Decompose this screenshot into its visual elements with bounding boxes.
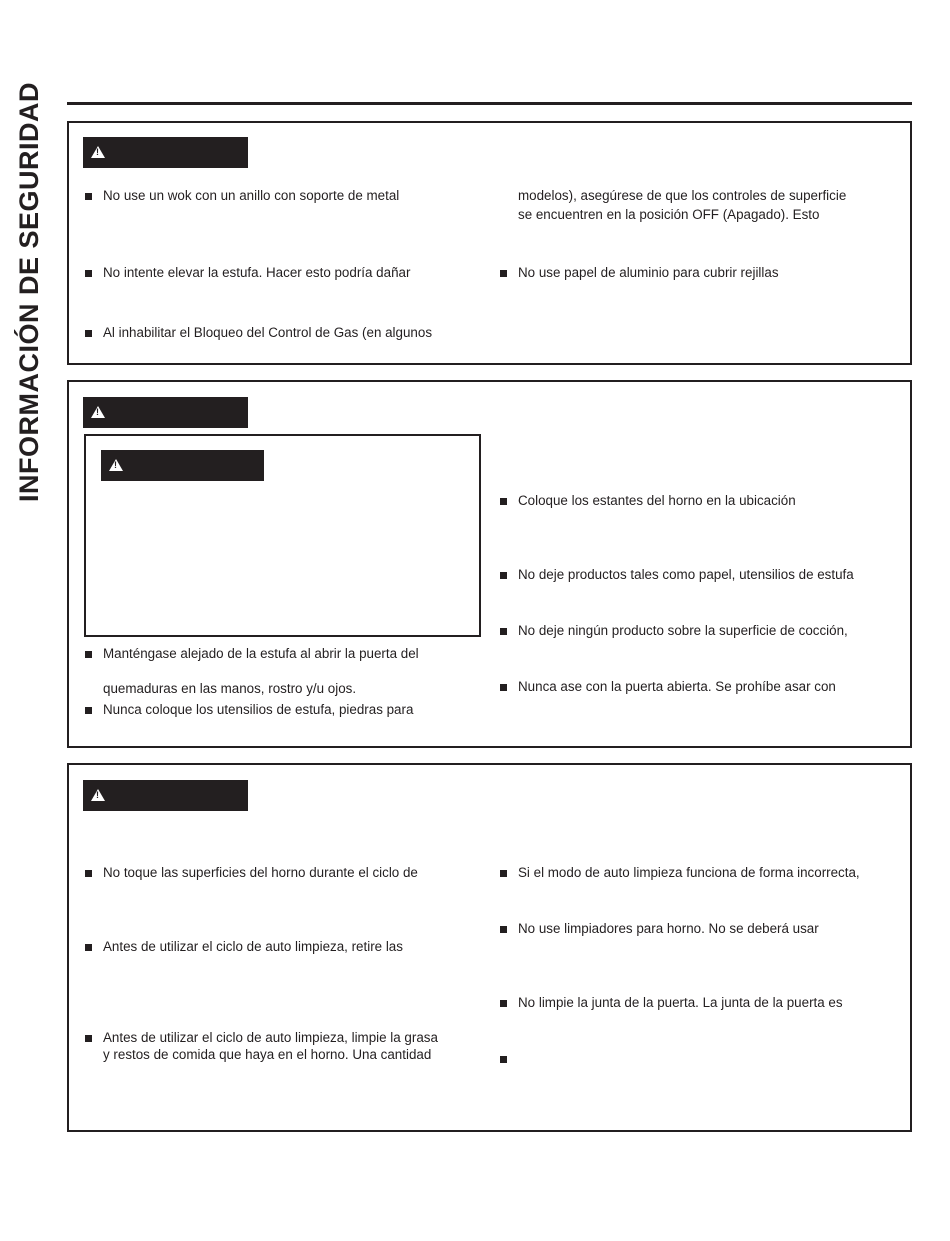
continuation-text: modelos), asegúrese de que los controles de superficie (518, 188, 847, 203)
header-rule (67, 102, 912, 105)
list-item: No deje ningún producto sobre la superficie de cocción, (498, 622, 848, 639)
continuation-text: se encuentren en la posición OFF (Apagado). Esto (518, 207, 820, 222)
list-item: Coloque los estantes del horno en la ubicación (498, 492, 796, 509)
inner-warning-box (84, 434, 481, 637)
list-item: Nunca ase con la puerta abierta. Se prohíbe asar con (498, 678, 836, 695)
warning-label (101, 450, 264, 481)
list-item-line: y restos de comida que haya en el horno. Una cantidad (103, 1047, 432, 1062)
list-item: Manténgase alejado de la estufa al abrir la puerta del (83, 645, 419, 662)
safety-section-1 (67, 121, 912, 365)
list-item: No use un wok con un anillo con soporte de metal (83, 187, 399, 204)
list-item: Si el modo de auto limpieza funciona de forma incorrecta, (498, 864, 860, 881)
warning-triangle-icon (109, 459, 123, 471)
safety-section-2 (67, 380, 912, 748)
list-item: No limpie la junta de la puerta. La junta de la puerta es (498, 994, 843, 1011)
list-item: No use limpiadores para horno. No se deberá usar (498, 920, 819, 937)
list-item-line: Antes de utilizar el ciclo de auto limpieza, limpie la grasa (103, 1030, 438, 1045)
list-item: No toque las superficies del horno durante el ciclo de (83, 864, 418, 881)
warning-triangle-icon (91, 789, 105, 801)
continuation-text: quemaduras en las manos, rostro y/u ojos. (103, 681, 357, 696)
list-item (83, 1029, 438, 1063)
list-item: No intente elevar la estufa. Hacer esto podría dañar (83, 264, 410, 281)
safety-section-3 (67, 763, 912, 1132)
warning-label (83, 397, 248, 428)
list-item: Antes de utilizar el ciclo de auto limpieza, retire las (83, 938, 403, 955)
warning-label (83, 780, 248, 811)
list-item: No use papel de aluminio para cubrir rejillas (498, 264, 779, 281)
warning-triangle-icon (91, 406, 105, 418)
list-item: Al inhabilitar el Bloqueo del Control de Gas (en algunos (83, 324, 432, 341)
warning-triangle-icon (91, 146, 105, 158)
warning-label (83, 137, 248, 168)
list-item: Nunca coloque los utensilios de estufa, piedras para (83, 701, 413, 718)
page-side-title: INFORMACIÓN DE SEGURIDAD (14, 81, 44, 502)
list-item: No deje productos tales como papel, utensilios de estufa (498, 566, 854, 583)
list-item (498, 1050, 518, 1067)
